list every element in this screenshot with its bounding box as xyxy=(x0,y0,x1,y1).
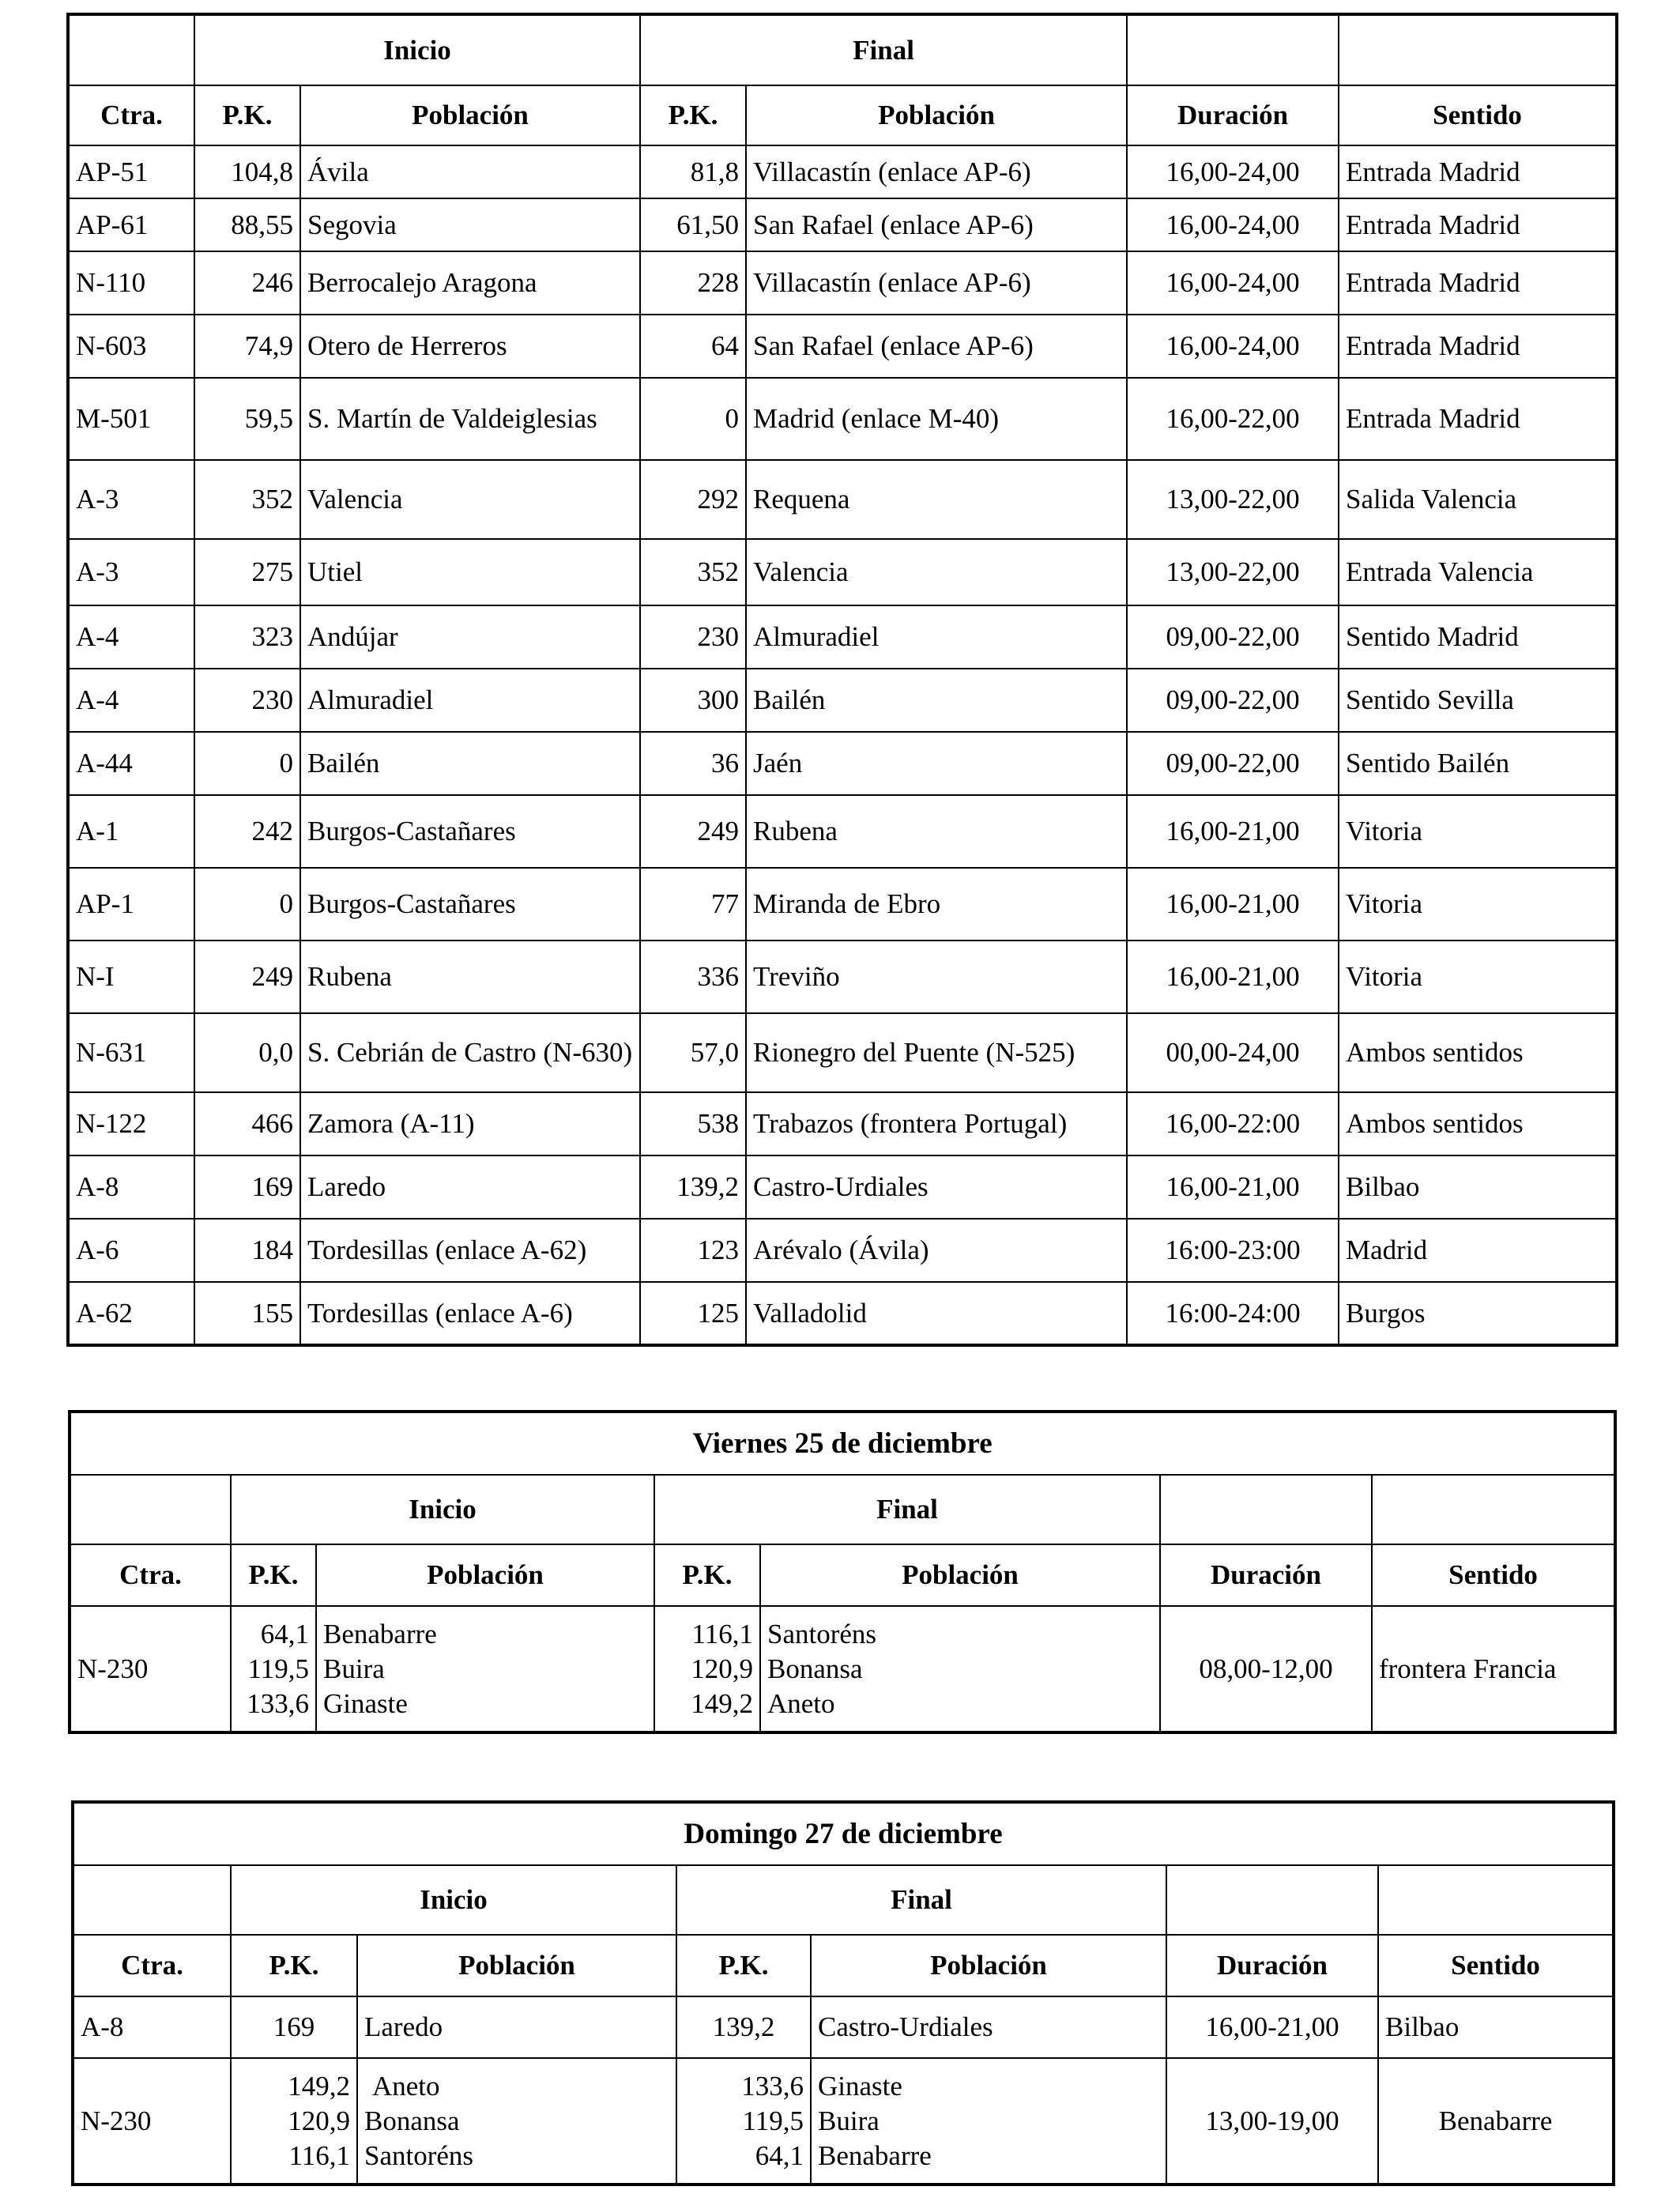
empty-header-cell xyxy=(1372,1475,1615,1544)
table-row xyxy=(68,868,1617,941)
cell-poblacion-inicio: Almuradiel xyxy=(300,669,640,732)
cell-ctra: N-631 xyxy=(68,1013,194,1092)
cell-sentido: Sentido Madrid xyxy=(1339,605,1617,669)
cell-sentido: Entrada Madrid xyxy=(1339,145,1617,198)
cell-poblacion-final: Castro-Urdiales xyxy=(746,1155,1127,1219)
table-row xyxy=(68,145,1617,198)
cell-poblacion-inicio: Segovia xyxy=(300,198,640,251)
cell-ctra: A-3 xyxy=(68,539,194,605)
cell-pk-inicio: 104,8 xyxy=(194,145,300,198)
col-ctra: Ctra. xyxy=(68,85,194,145)
table-row xyxy=(68,1282,1617,1345)
cell-duracion: 09,00-22,00 xyxy=(1127,732,1339,795)
cell-poblacion-inicio: Otero de Herreros xyxy=(300,315,640,378)
table-row xyxy=(68,605,1617,669)
poblacion-value: Santoréns xyxy=(364,2139,474,2171)
cell-pk-final: 81,8 xyxy=(640,145,746,198)
cell-pk-final: 300 xyxy=(640,669,746,732)
col-ctra: Ctra. xyxy=(73,1935,231,1996)
cell-ctra: N-230 xyxy=(70,1606,231,1732)
col-poblacion-inicio: Población xyxy=(300,85,640,145)
col-sentido: Sentido xyxy=(1372,1544,1615,1606)
cell-poblacion-final: Jaén xyxy=(746,732,1127,795)
col-poblacion-inicio: Población xyxy=(316,1544,654,1606)
col-pk-inicio: P.K. xyxy=(231,1544,316,1606)
poblacion-value: Benabarre xyxy=(818,2139,932,2171)
empty-header-cell xyxy=(1378,1865,1614,1935)
cell-pk-final: 336 xyxy=(640,941,746,1013)
table-row xyxy=(68,795,1617,868)
cell-duracion: 00,00-24,00 xyxy=(1127,1013,1339,1092)
cell-ctra: A-8 xyxy=(73,1996,231,2058)
cell-poblacion-inicio: Tordesillas (enlace A-62) xyxy=(300,1219,640,1282)
poblacion-value: Aneto xyxy=(767,1687,835,1719)
final-header: Final xyxy=(676,1865,1166,1935)
table-row xyxy=(68,1219,1617,1282)
cell-poblacion-final: San Rafael (enlace AP-6) xyxy=(746,315,1127,378)
cell-poblacion-final: Valladolid xyxy=(746,1282,1127,1345)
cell-sentido: Sentido Bailén xyxy=(1339,732,1617,795)
cell-poblacion-inicio: Berrocalejo Aragona xyxy=(300,251,640,315)
cell-pk-final: 61,50 xyxy=(640,198,746,251)
cell-ctra: N-230 xyxy=(73,2058,231,2185)
poblacion-value: Santoréns xyxy=(767,1618,877,1649)
cell-pk-inicio: 0 xyxy=(194,732,300,795)
empty-header-cell xyxy=(1339,14,1617,85)
poblacion-value: Ginaste xyxy=(323,1687,408,1719)
cell-sentido: Entrada Madrid xyxy=(1339,378,1617,460)
cell-duracion: 16,00-21,00 xyxy=(1127,1155,1339,1219)
cell-duracion: 16,00-21,00 xyxy=(1127,868,1339,941)
cell-sentido: Madrid xyxy=(1339,1219,1617,1282)
cell-poblacion-final: Arévalo (Ávila) xyxy=(746,1219,1127,1282)
cell-poblacion-final xyxy=(760,1606,1160,1732)
cell-poblacion-inicio xyxy=(357,2058,676,2185)
cell-sentido: Entrada Madrid xyxy=(1339,315,1617,378)
cell-pk-inicio: 169 xyxy=(194,1155,300,1219)
cell-pk-final: 139,2 xyxy=(676,1996,811,2058)
cell-poblacion-inicio: Valencia xyxy=(300,460,640,539)
cell-poblacion-inicio: Ávila xyxy=(300,145,640,198)
cell-poblacion-inicio: Burgos-Castañares xyxy=(300,795,640,868)
cell-pk-final: 123 xyxy=(640,1219,746,1282)
cell-pk-final: 249 xyxy=(640,795,746,868)
cell-ctra: M-501 xyxy=(68,378,194,460)
col-poblacion-final: Población xyxy=(746,85,1127,145)
cell-pk-inicio: 74,9 xyxy=(194,315,300,378)
poblacion-value: Buira xyxy=(818,2105,880,2136)
cell-ctra: A-44 xyxy=(68,732,194,795)
empty-header-cell xyxy=(1160,1475,1372,1544)
cell-duracion: 16,00-22:00 xyxy=(1127,1092,1339,1155)
cell-duracion: 13,00-22,00 xyxy=(1127,460,1339,539)
col-duracion: Duración xyxy=(1160,1544,1372,1606)
restrictions-table-2 xyxy=(68,1410,1617,1734)
col-ctra: Ctra. xyxy=(70,1544,231,1606)
cell-pk-inicio: 88,55 xyxy=(194,198,300,251)
pk-value: 133,6 xyxy=(741,2070,804,2102)
cell-pk-inicio: 0,0 xyxy=(194,1013,300,1092)
cell-ctra: A-4 xyxy=(68,605,194,669)
table-row xyxy=(68,941,1617,1013)
cell-duracion: 13,00-22,00 xyxy=(1127,539,1339,605)
cell-pk-final: 64 xyxy=(640,315,746,378)
table-row xyxy=(68,198,1617,251)
pk-value: 120,9 xyxy=(691,1653,753,1684)
cell-ctra: A-3 xyxy=(68,460,194,539)
restrictions-table-3 xyxy=(71,1800,1615,2186)
table-row xyxy=(68,460,1617,539)
pk-value: 120,9 xyxy=(288,2105,350,2136)
pk-value: 149,2 xyxy=(691,1687,753,1719)
table-row xyxy=(68,315,1617,378)
cell-duracion: 16:00-23:00 xyxy=(1127,1219,1339,1282)
cell-duracion: 08,00-12,00 xyxy=(1160,1606,1372,1732)
empty-header-cell xyxy=(73,1865,231,1935)
col-pk-final: P.K. xyxy=(640,85,746,145)
poblacion-value: Bonansa xyxy=(364,2105,460,2136)
cell-ctra: AP-51 xyxy=(68,145,194,198)
cell-poblacion-inicio: Laredo xyxy=(300,1155,640,1219)
poblacion-value: Bonansa xyxy=(767,1653,863,1684)
cell-ctra: N-110 xyxy=(68,251,194,315)
empty-header-cell xyxy=(1127,14,1339,85)
inicio-header: Inicio xyxy=(231,1865,676,1935)
cell-ctra: A-6 xyxy=(68,1219,194,1282)
cell-poblacion-final: Rionegro del Puente (N-525) xyxy=(746,1013,1127,1092)
cell-sentido: Bilbao xyxy=(1378,1996,1614,2058)
inicio-header: Inicio xyxy=(194,14,640,85)
cell-pk-inicio: 155 xyxy=(194,1282,300,1345)
cell-pk-inicio: 0 xyxy=(194,868,300,941)
cell-poblacion-final: Madrid (enlace M-40) xyxy=(746,378,1127,460)
cell-poblacion-final: Requena xyxy=(746,460,1127,539)
cell-pk-final xyxy=(676,2058,811,2185)
cell-poblacion-final: Trabazos (frontera Portugal) xyxy=(746,1092,1127,1155)
cell-pk-inicio: 352 xyxy=(194,460,300,539)
cell-poblacion-inicio: Bailén xyxy=(300,732,640,795)
table-row xyxy=(68,378,1617,460)
cell-sentido: Entrada Madrid xyxy=(1339,251,1617,315)
col-pk-inicio: P.K. xyxy=(231,1935,357,1996)
cell-poblacion-final: Castro-Urdiales xyxy=(811,1996,1166,2058)
cell-poblacion-final xyxy=(811,2058,1166,2185)
cell-poblacion-final: Bailén xyxy=(746,669,1127,732)
pk-value: 64,1 xyxy=(755,2139,804,2171)
col-duracion: Duración xyxy=(1166,1935,1378,1996)
cell-duracion: 16,00-21,00 xyxy=(1166,1996,1378,2058)
poblacion-value: Benabarre xyxy=(323,1618,437,1649)
cell-sentido: Burgos xyxy=(1339,1282,1617,1345)
cell-sentido: Salida Valencia xyxy=(1339,460,1617,539)
cell-poblacion-inicio: S. Cebrián de Castro (N-630) xyxy=(300,1013,640,1092)
cell-pk-inicio: 249 xyxy=(194,941,300,1013)
cell-pk-inicio: 169 xyxy=(231,1996,357,2058)
cell-sentido: Benabarre xyxy=(1378,2058,1614,2185)
cell-ctra: A-62 xyxy=(68,1282,194,1345)
cell-poblacion-inicio: S. Martín de Valdeiglesias xyxy=(300,378,640,460)
table-row xyxy=(73,1996,1614,2058)
cell-pk-final: 230 xyxy=(640,605,746,669)
cell-ctra: AP-61 xyxy=(68,198,194,251)
cell-sentido: Entrada Madrid xyxy=(1339,198,1617,251)
cell-pk-final: 36 xyxy=(640,732,746,795)
cell-poblacion-inicio xyxy=(316,1606,654,1732)
table-row xyxy=(68,539,1617,605)
cell-poblacion-final: Miranda de Ebro xyxy=(746,868,1127,941)
cell-ctra: A-4 xyxy=(68,669,194,732)
cell-duracion: 16,00-22,00 xyxy=(1127,378,1339,460)
cell-poblacion-inicio: Utiel xyxy=(300,539,640,605)
cell-pk-inicio xyxy=(231,1606,316,1732)
table-row xyxy=(73,2058,1614,2185)
col-pk-inicio: P.K. xyxy=(194,85,300,145)
poblacion-value: Aneto xyxy=(372,2070,440,2102)
table-row xyxy=(68,732,1617,795)
cell-duracion: 16:00-24:00 xyxy=(1127,1282,1339,1345)
cell-duracion: 16,00-21,00 xyxy=(1127,941,1339,1013)
cell-poblacion-final: Almuradiel xyxy=(746,605,1127,669)
cell-ctra: N-603 xyxy=(68,315,194,378)
col-pk-final: P.K. xyxy=(654,1544,760,1606)
cell-duracion: 16,00-24,00 xyxy=(1127,315,1339,378)
cell-pk-final: 0 xyxy=(640,378,746,460)
poblacion-value: Ginaste xyxy=(818,2070,902,2102)
table-row xyxy=(68,1013,1617,1092)
cell-sentido: Vitoria xyxy=(1339,868,1617,941)
cell-pk-inicio: 466 xyxy=(194,1092,300,1155)
pk-value: 64,1 xyxy=(260,1618,309,1649)
cell-ctra: N-I xyxy=(68,941,194,1013)
pk-value: 119,5 xyxy=(742,2105,804,2136)
table-row xyxy=(68,1155,1617,1219)
cell-pk-final: 228 xyxy=(640,251,746,315)
cell-sentido: Vitoria xyxy=(1339,941,1617,1013)
cell-ctra: A-1 xyxy=(68,795,194,868)
col-poblacion-final: Población xyxy=(760,1544,1160,1606)
cell-ctra: A-8 xyxy=(68,1155,194,1219)
table-1-body xyxy=(68,145,1617,1345)
cell-poblacion-final: Treviño xyxy=(746,941,1127,1013)
cell-pk-inicio: 242 xyxy=(194,795,300,868)
cell-sentido: Bilbao xyxy=(1339,1155,1617,1219)
cell-pk-final: 57,0 xyxy=(640,1013,746,1092)
empty-header-cell xyxy=(70,1475,231,1544)
cell-pk-inicio xyxy=(231,2058,357,2185)
table-row xyxy=(68,251,1617,315)
final-header: Final xyxy=(654,1475,1160,1544)
cell-pk-final: 139,2 xyxy=(640,1155,746,1219)
cell-poblacion-final: Villacastín (enlace AP-6) xyxy=(746,145,1127,198)
col-poblacion-final: Población xyxy=(811,1935,1166,1996)
table-row xyxy=(68,1092,1617,1155)
restrictions-table-1 xyxy=(66,13,1618,1347)
cell-duracion: 16,00-24,00 xyxy=(1127,198,1339,251)
cell-pk-final: 77 xyxy=(640,868,746,941)
cell-sentido: frontera Francia xyxy=(1372,1606,1615,1732)
col-pk-final: P.K. xyxy=(676,1935,811,1996)
cell-pk-final xyxy=(654,1606,760,1732)
poblacion-value: Buira xyxy=(323,1653,385,1684)
cell-sentido: Ambos sentidos xyxy=(1339,1013,1617,1092)
cell-pk-inicio: 246 xyxy=(194,251,300,315)
cell-pk-inicio: 59,5 xyxy=(194,378,300,460)
cell-poblacion-inicio: Rubena xyxy=(300,941,640,1013)
cell-duracion: 09,00-22,00 xyxy=(1127,669,1339,732)
cell-sentido: Vitoria xyxy=(1339,795,1617,868)
cell-pk-final: 292 xyxy=(640,460,746,539)
col-sentido: Sentido xyxy=(1378,1935,1614,1996)
table-3-title: Domingo 27 de diciembre xyxy=(73,1802,1614,1865)
pk-value: 133,6 xyxy=(247,1687,309,1719)
cell-sentido: Sentido Sevilla xyxy=(1339,669,1617,732)
cell-duracion: 13,00-19,00 xyxy=(1166,2058,1378,2185)
pk-value: 149,2 xyxy=(288,2070,350,2102)
col-poblacion-inicio: Población xyxy=(357,1935,676,1996)
cell-poblacion-final: San Rafael (enlace AP-6) xyxy=(746,198,1127,251)
cell-poblacion-inicio: Laredo xyxy=(357,1996,676,2058)
empty-header-cell xyxy=(1166,1865,1378,1935)
cell-sentido: Entrada Valencia xyxy=(1339,539,1617,605)
cell-poblacion-final: Villacastín (enlace AP-6) xyxy=(746,251,1127,315)
cell-poblacion-final: Rubena xyxy=(746,795,1127,868)
inicio-header: Inicio xyxy=(231,1475,654,1544)
cell-pk-inicio: 323 xyxy=(194,605,300,669)
cell-duracion: 16,00-24,00 xyxy=(1127,251,1339,315)
cell-poblacion-inicio: Andújar xyxy=(300,605,640,669)
table-2-title: Viernes 25 de diciembre xyxy=(70,1412,1615,1475)
cell-poblacion-inicio: Burgos-Castañares xyxy=(300,868,640,941)
cell-poblacion-inicio: Zamora (A-11) xyxy=(300,1092,640,1155)
pk-value: 116,1 xyxy=(288,2139,350,2171)
empty-header-cell xyxy=(68,14,194,85)
final-header: Final xyxy=(640,14,1127,85)
col-sentido: Sentido xyxy=(1339,85,1617,145)
cell-pk-final: 352 xyxy=(640,539,746,605)
cell-sentido: Ambos sentidos xyxy=(1339,1092,1617,1155)
cell-duracion: 16,00-21,00 xyxy=(1127,795,1339,868)
cell-pk-final: 125 xyxy=(640,1282,746,1345)
col-duracion: Duración xyxy=(1127,85,1339,145)
cell-pk-final: 538 xyxy=(640,1092,746,1155)
cell-duracion: 09,00-22,00 xyxy=(1127,605,1339,669)
cell-poblacion-inicio: Tordesillas (enlace A-6) xyxy=(300,1282,640,1345)
cell-ctra: N-122 xyxy=(68,1092,194,1155)
cell-poblacion-final: Valencia xyxy=(746,539,1127,605)
pk-value: 119,5 xyxy=(247,1653,309,1684)
table-row xyxy=(68,669,1617,732)
cell-pk-inicio: 184 xyxy=(194,1219,300,1282)
pk-value: 116,1 xyxy=(691,1618,753,1649)
cell-ctra: AP-1 xyxy=(68,868,194,941)
cell-pk-inicio: 230 xyxy=(194,669,300,732)
table-row xyxy=(70,1606,1615,1732)
cell-pk-inicio: 275 xyxy=(194,539,300,605)
cell-duracion: 16,00-24,00 xyxy=(1127,145,1339,198)
